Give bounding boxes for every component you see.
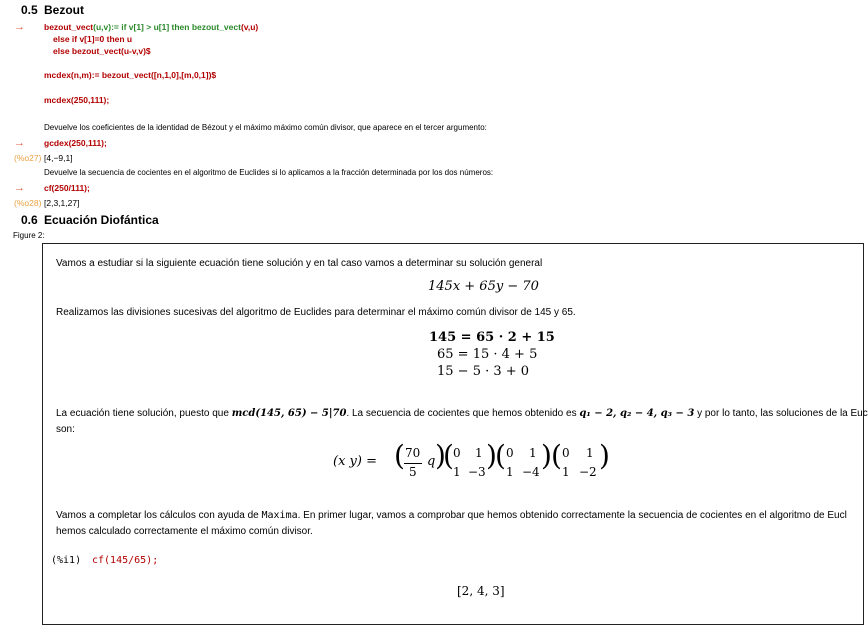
frac-bar bbox=[404, 463, 422, 464]
fig-input-code: cf(145/65); bbox=[92, 555, 159, 566]
fig-text-run: La ecuación tiene solución, puesto que bbox=[56, 408, 232, 419]
fig-text-run: Vamos a completar los cálculos con ayuda de bbox=[56, 510, 262, 521]
fig-paragraph: Vamos a estudiar si la siguiente ecuación tiene solución y en tal caso vamos a determinar su solución general bbox=[56, 258, 543, 269]
output-label: (%o27) bbox=[14, 153, 42, 163]
figure-label: Figure 2: bbox=[13, 231, 45, 240]
matrix-cell: 1 bbox=[529, 446, 537, 460]
matrix-cell: −3 bbox=[468, 465, 486, 479]
matrix-paren: ) bbox=[435, 439, 446, 472]
fig-text-run: y por lo tanto, las soluciones de la Euc bbox=[694, 408, 868, 419]
matrix-cell: 1 bbox=[506, 465, 514, 479]
input-arrow-icon[interactable]: → bbox=[14, 21, 25, 33]
matrix-cell: 0 bbox=[562, 446, 570, 460]
input-arrow-icon[interactable]: → bbox=[14, 137, 25, 149]
figure-image bbox=[42, 243, 868, 625]
fig-inline-math: q₁ − 2, q₂ − 4, q₃ − 3 bbox=[579, 408, 695, 419]
fig-output: [2, 4, 3] bbox=[457, 584, 505, 598]
section-number: 0.6 bbox=[21, 213, 38, 227]
matrix-cell: 1 bbox=[586, 446, 594, 460]
matrix-paren: ( bbox=[443, 439, 454, 472]
matrix-lhs: (x y) = bbox=[333, 454, 377, 469]
fig-paragraph: son: bbox=[56, 424, 75, 435]
fig-division-1: 145 = 65 · 2 + 15 bbox=[429, 330, 555, 345]
fig-paragraph bbox=[56, 510, 847, 521]
matrix-cell: −2 bbox=[579, 465, 597, 479]
matrix-cell: 1 bbox=[453, 465, 461, 479]
matrix-frac-bot: 5 bbox=[409, 465, 417, 479]
fig-paragraph bbox=[56, 408, 868, 419]
fig-equation: 145x + 65y − 70 bbox=[428, 279, 539, 294]
matrix-paren: ) bbox=[541, 439, 552, 472]
matrix-frac-top: 70 bbox=[405, 446, 421, 460]
matrix-paren: ( bbox=[394, 439, 405, 472]
code-input-cf[interactable]: cf(250/111); bbox=[44, 183, 90, 193]
code-input-bezout[interactable] bbox=[44, 22, 258, 32]
fig-inline-code: Maxima bbox=[261, 510, 298, 521]
matrix-cell: 1 bbox=[562, 465, 570, 479]
code-line-3[interactable]: else bezout_vect(u-v,v)$ bbox=[53, 46, 151, 56]
prose-text: Devuelve los coeficientes de la identidad de Bézout y el máximo máximo común divisor, que aparece en el tercer argumento: bbox=[44, 123, 487, 132]
code-args: (u,v):= if v[1] > u[1] then bezout_vect bbox=[93, 22, 241, 32]
output-value: [2,3,1,27] bbox=[44, 198, 80, 208]
fig-division-3: 15 − 5 · 3 + 0 bbox=[437, 364, 530, 379]
prose-text: Devuelve la secuencia de cocientes en el algoritmo de Euclides si lo aplicamos a la fracción determinada por los dos números: bbox=[44, 168, 494, 177]
matrix-paren: ) bbox=[599, 439, 610, 472]
matrix-paren: ) bbox=[486, 439, 497, 472]
matrix-cell: 1 bbox=[475, 446, 483, 460]
code-line-2[interactable]: else if v[1]=0 then u bbox=[53, 34, 133, 44]
fig-inline-math: mcd(145, 65) − 5|70 bbox=[231, 408, 347, 419]
fig-paragraph: Realizamos las divisiones sucesivas del algoritmo de Euclides para determinar el máximo común divisor de 145 y 65. bbox=[56, 307, 576, 318]
matrix-paren: ( bbox=[551, 439, 562, 472]
fig-input-label: (%i1) bbox=[51, 555, 82, 566]
fig-division-2: 65 = 15 · 4 + 5 bbox=[437, 347, 538, 362]
section-number: 0.5 bbox=[21, 3, 38, 17]
code-input-mcdex-call[interactable]: mcdex(250,111); bbox=[44, 95, 110, 105]
matrix-cell: −4 bbox=[522, 465, 540, 479]
matrix-cell: 0 bbox=[453, 446, 461, 460]
matrix-paren: ( bbox=[495, 439, 506, 472]
code-input-gcdex[interactable]: gcdex(250,111); bbox=[44, 138, 107, 148]
code-input-mcdex-def[interactable]: mcdex(n,m):= bezout_vect([n,1,0],[m,0,1])$ bbox=[44, 70, 217, 80]
output-value: [4,−9,1] bbox=[44, 153, 73, 163]
code-tail: (v,u) bbox=[240, 22, 259, 32]
input-arrow-icon[interactable]: → bbox=[14, 182, 25, 194]
output-label: (%o28) bbox=[14, 198, 42, 208]
section-title: Ecuación Diofántica bbox=[44, 213, 159, 227]
code-fn-name: bezout_vect bbox=[44, 22, 94, 32]
matrix-q: q bbox=[427, 454, 436, 469]
fig-paragraph: hemos calculado correctamente el máximo común divisor. bbox=[56, 526, 313, 537]
section-title: Bezout bbox=[44, 3, 84, 17]
fig-text-run: . La secuencia de cocientes que hemos obtenido es bbox=[346, 408, 580, 419]
matrix-cell: 0 bbox=[506, 446, 514, 460]
fig-text-run: . En primer lugar, vamos a comprobar que hemos obtenido correctamente la secuencia de cocientes en el algoritmo de Eucl bbox=[297, 510, 847, 521]
